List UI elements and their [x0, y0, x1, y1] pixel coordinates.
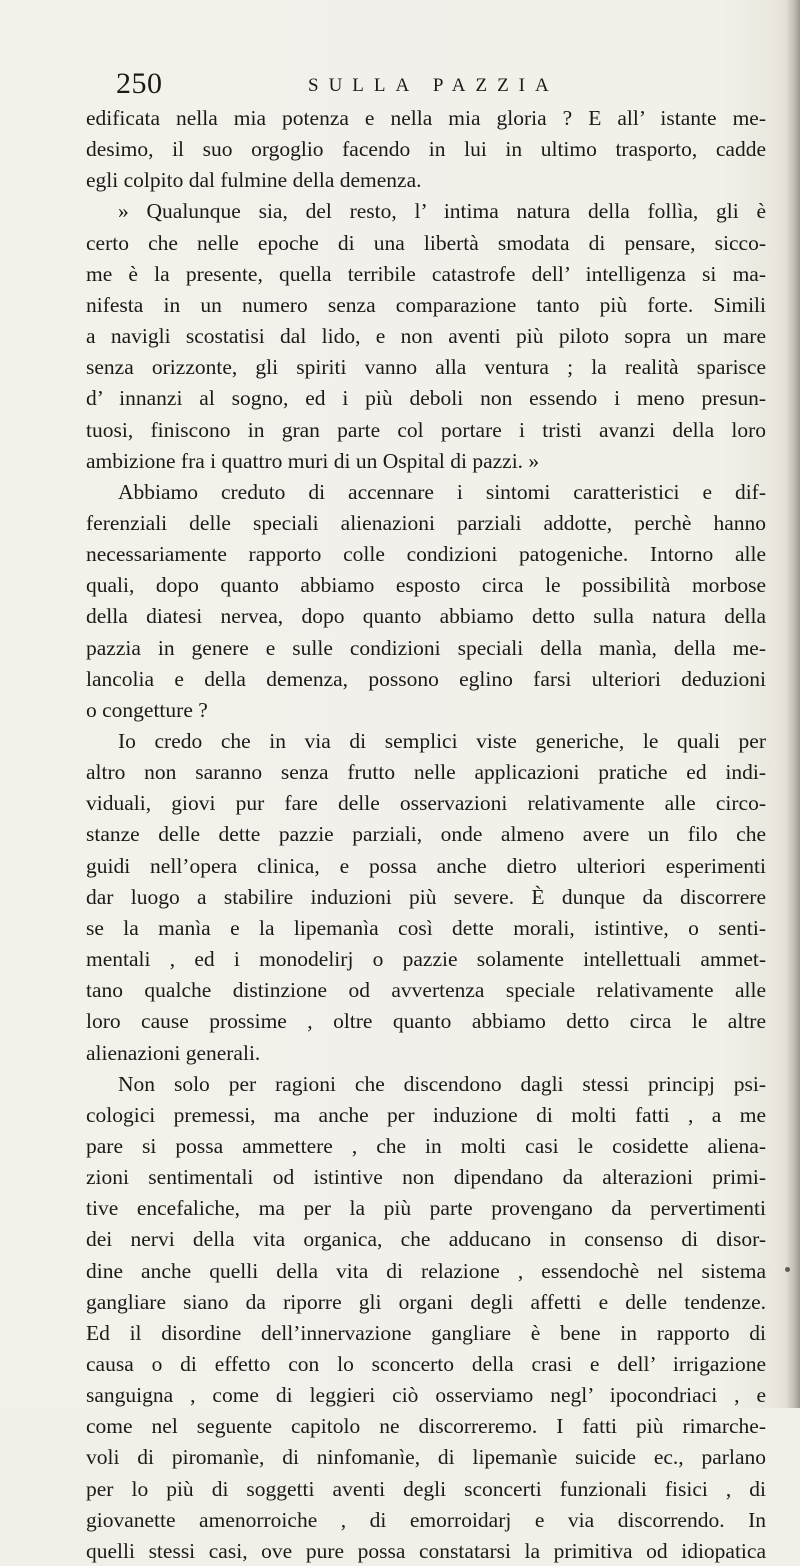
text-line: pare si possa ammettere , che in molti casi le cosidette aliena- — [86, 1134, 766, 1158]
text-line: certo che nelle epoche di una libertà smodata di pensare, sicco- — [86, 231, 766, 255]
text-line: desimo, il suo orgoglio facendo in lui in ultimo trasporto, cadde — [86, 137, 766, 161]
text-line: tuosi, finiscono in gran parte col portare i tristi avanzi della loro — [86, 418, 766, 442]
text-line: quelli stessi casi, ove pure possa constatarsi la primitiva od idiopatica — [86, 1539, 766, 1563]
text-line: mentali , ed i monodelirj o pazzie solamente intellettuali ammet- — [86, 947, 766, 971]
page-number: 250 — [116, 67, 163, 100]
text-line: lancolia e della demenza, possono eglino farsi ulteriori deduzioni — [86, 667, 766, 691]
page-edge-shadow — [786, 0, 800, 1408]
text-line: Non solo per ragioni che discendono dagli stessi principj psi- — [118, 1072, 766, 1096]
text-line: egli colpito dal fulmine della demenza. — [86, 168, 422, 192]
text-line: Ed il disordine dell’innervazione gangliare è bene in rapporto di — [86, 1321, 766, 1345]
text-line: tive encefaliche, ma per la più parte provengano da pervertimenti — [86, 1196, 766, 1220]
text-line: Io credo che in via di semplici viste generiche, le quali per — [118, 729, 766, 753]
text-line: senza orizzonte, gli spiriti vanno alla ventura ; la realità sparisce — [86, 355, 766, 379]
text-line: altro non saranno senza frutto nelle applicazioni pratiche ed indi- — [86, 760, 766, 784]
text-line: voli di piromanìe, di ninfomanìe, di lipemanìe suicide ec., parlano — [86, 1445, 766, 1469]
text-line: d’ innanzi al sogno, ed i più deboli non essendo i meno presun- — [86, 386, 766, 410]
text-line: sanguigna , come di leggieri ciò osserviamo negl’ ipocondriaci , e — [86, 1383, 766, 1407]
text-line: dine anche quelli della vita di relazione , essendochè nel sistema — [86, 1259, 766, 1283]
text-line: a navigli scostatisi dal lido, e non aventi più piloto sopra un mare — [86, 324, 766, 348]
text-line: gangliare siano da riporre gli organi degli affetti e delle tendenze. — [86, 1290, 766, 1314]
text-line: tano qualche distinzione od avvertenza speciale relativamente alle — [86, 978, 766, 1002]
text-line: cologici premessi, ma anche per induzione di molti fatti , a me — [86, 1103, 766, 1127]
ink-speck — [785, 1267, 790, 1272]
text-line: per lo più di soggetti aventi degli sconcerti funzionali fisici , di — [86, 1477, 766, 1501]
text-line: come nel seguente capitolo ne discorreremo. I fatti più rimarche- — [86, 1414, 766, 1438]
text-line: guidi nell’opera clinica, e possa anche dietro ulteriori esperimenti — [86, 854, 766, 878]
text-line: me è la presente, quella terribile catastrofe dell’ intelligenza si ma- — [86, 262, 766, 286]
text-line: viduali, giovi pur fare delle osservazioni relativamente alle circo- — [86, 791, 766, 815]
text-line: loro cause prossime , oltre quanto abbiamo detto circa le altre — [86, 1009, 766, 1033]
text-line: nifesta in un numero senza comparazione tanto più forte. Simili — [86, 293, 766, 317]
text-line: quali, dopo quanto abbiamo esposto circa le possibilità morbose — [86, 573, 766, 597]
text-line: ambizione fra i quattro muri di un Ospital di pazzi. » — [86, 449, 540, 473]
text-line: della diatesi nervea, dopo quanto abbiamo detto sulla natura della — [86, 604, 766, 628]
running-head: SULLA PAZZIA — [308, 75, 559, 96]
text-line: o congetture ? — [86, 698, 208, 722]
text-line: » Qualunque sia, del resto, l’ intima natura della follìa, gli è — [118, 199, 766, 223]
text-line: causa o di effetto con lo sconcerto della crasi e dell’ irrigazione — [86, 1352, 766, 1376]
text-line: edificata nella mia potenza e nella mia gloria ? E all’ istante me- — [86, 106, 766, 130]
text-line: dar luogo a stabilire induzioni più severe. È dunque da discorrere — [86, 885, 766, 909]
text-line: Abbiamo creduto di accennare i sintomi caratteristici e dif- — [118, 480, 766, 504]
text-line: necessariamente rapporto colle condizioni patogeniche. Intorno alle — [86, 542, 766, 566]
text-line: dei nervi della vita organica, che adducano in consenso di disor- — [86, 1227, 766, 1251]
text-line: giovanette amenorroiche , di emorroidarj e via discorrendo. In — [86, 1508, 766, 1532]
text-line: pazzia in genere e sulle condizioni speciali della manìa, della me- — [86, 636, 766, 660]
text-line: zioni sentimentali od istintive non dipendano da alterazioni primi- — [86, 1165, 766, 1189]
text-line: ferenziali delle speciali alienazioni parziali addotte, perchè hanno — [86, 511, 766, 535]
text-line: alienazioni generali. — [86, 1041, 261, 1065]
page-header — [116, 66, 776, 102]
text-line: stanze delle dette pazzie parziali, onde almeno avere un filo che — [86, 822, 766, 846]
text-line: se la manìa e la lipemanìa così dette morali, istintive, o senti- — [86, 916, 766, 940]
